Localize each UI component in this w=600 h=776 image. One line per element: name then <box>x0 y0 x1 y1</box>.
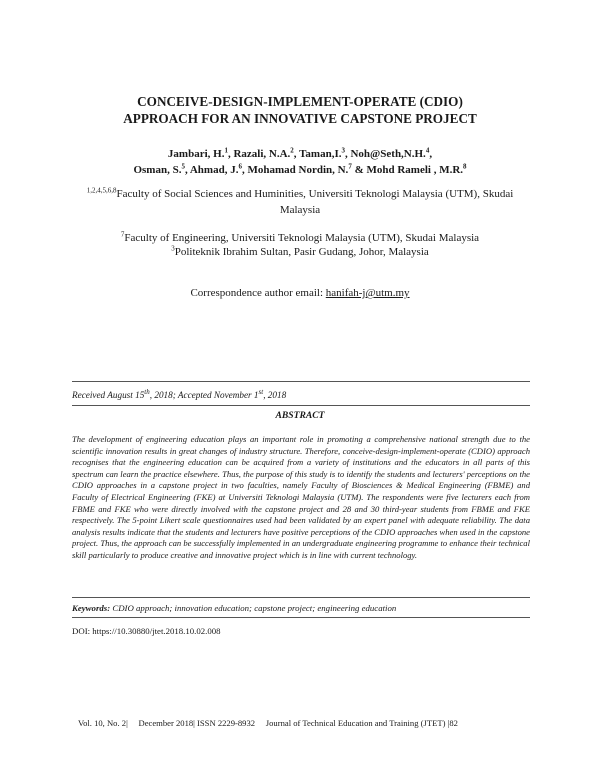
author-sup: 7 <box>348 162 352 171</box>
correspondence-label: Correspondence author email: <box>190 287 326 299</box>
affiliation-sup: 7 <box>120 230 125 239</box>
author-name: , Taman,I. <box>293 148 342 160</box>
author-name: , Ahmad, J. <box>184 164 239 176</box>
abstract-text: The development of engineering education plays an important role in promoting a comprehensive national strength due to the scientific innovation results in great changes of industry structure. Therefore, conceive-design-implement-operate (CDIO) approach recognises that the engineering education can be acquired from a variety of institutions and the educators in all parts of this spectrum can learn the practice elsewhere. Thus, the purpose of this study is to identify the students and lecturers' perceptions on the CDIO approaches in a capstone project in two faculties, namely Faculty of Biosciences & Medical Engineering (FBME) and Faculty of Electrical Engineering (FKE) at Universiti Teknologi Malaysia (UTM). The respondents were five lecturers each from FBME and FKE who were directly involved with the capstone project and 28 and 30 third-year students from FBME and FKE respectively. The 5-point Likert scale questionnaires used had been validated by an expert panel with adequate reliability. The data analysis results indicate that the students and lecturers have positive perceptions of the CDIO approaches when used in the capstone project. Thus, the approach can be successfully implemented in an undergraduate engineering programme to enhance their technical skill particularly to produce creative and innovative project which is in line with current technology. <box>72 434 530 560</box>
title-line-1: CONCEIVE-DESIGN-IMPLEMENT-OPERATE (CDIO) <box>137 94 463 109</box>
affiliation-3 <box>0 244 600 260</box>
affiliation-sup: 3 <box>171 244 175 253</box>
author-sup: 2 <box>290 146 294 155</box>
author-sup: 8 <box>463 162 467 171</box>
author-name: , Mohamad Nordin, N. <box>241 164 349 176</box>
divider-abstract <box>72 405 530 406</box>
author-sup: 3 <box>341 146 345 155</box>
email-link[interactable]: hanifah-j@utm.my <box>325 287 410 299</box>
affiliation-text: Faculty of Social Sciences and Huminities, Universiti Teknologi Malaysia (UTM), Skudai <box>116 188 514 200</box>
page-footer: Vol. 10, No. 2| December 2018| ISSN 2229-8932 Journal of Technical Education and Training (JTET) |82 <box>78 718 458 728</box>
received-dates: Received August 15th, 2018; Accepted November 1st, 2018 <box>72 387 287 400</box>
author-name: Osman, S. <box>133 164 182 176</box>
abstract-heading: ABSTRACT <box>275 410 325 421</box>
title-line-2: APPROACH FOR AN INNOVATIVE CAPSTONE PROJECT <box>123 111 477 126</box>
affiliation-text: Faculty of Engineering, Universiti Teknologi Malaysia (UTM), Skudai Malaysia <box>124 232 480 244</box>
affiliation-text: Malaysia <box>279 204 321 216</box>
divider-top <box>72 381 530 382</box>
doi-link[interactable]: DOI: https://10.30880/jtet.2018.10.02.008 <box>72 626 221 636</box>
author-sup: 1 <box>224 146 228 155</box>
author-list <box>0 146 600 178</box>
author-name: & Mohd Rameli , M.R. <box>351 164 464 176</box>
correspondence-line <box>0 287 600 299</box>
affiliation-text: Politeknik Ibrahim Sultan, Pasir Gudang, Johor, Malaysia <box>174 246 429 258</box>
author-line-1: Jambari, H.$^1$, Razali, N.A.$^2$, Taman,I.$^3$, Noh@Seth,N.H.$^4$, <box>167 146 433 160</box>
author-sup: 5 <box>181 162 185 171</box>
author-line-2 <box>0 162 600 178</box>
author-sup: 6 <box>238 162 242 171</box>
keywords <box>72 603 396 613</box>
affiliation-sup: 1,2,4,5,6,8 <box>86 186 117 195</box>
author-name: Jambari, H. <box>167 148 225 160</box>
keywords-text: CDIO approach; innovation education; capstone project; engineering education <box>110 603 397 613</box>
divider-keywords <box>72 597 530 598</box>
paper-title <box>0 93 600 127</box>
keywords-label: Keywords: <box>72 603 111 613</box>
affiliation-1 <box>0 186 600 218</box>
author-sup: 4 <box>425 146 430 155</box>
author-name: , Noh@Seth,N.H. <box>344 148 426 160</box>
divider-doi <box>72 617 530 618</box>
author-name: , Razali, N.A. <box>227 148 291 160</box>
